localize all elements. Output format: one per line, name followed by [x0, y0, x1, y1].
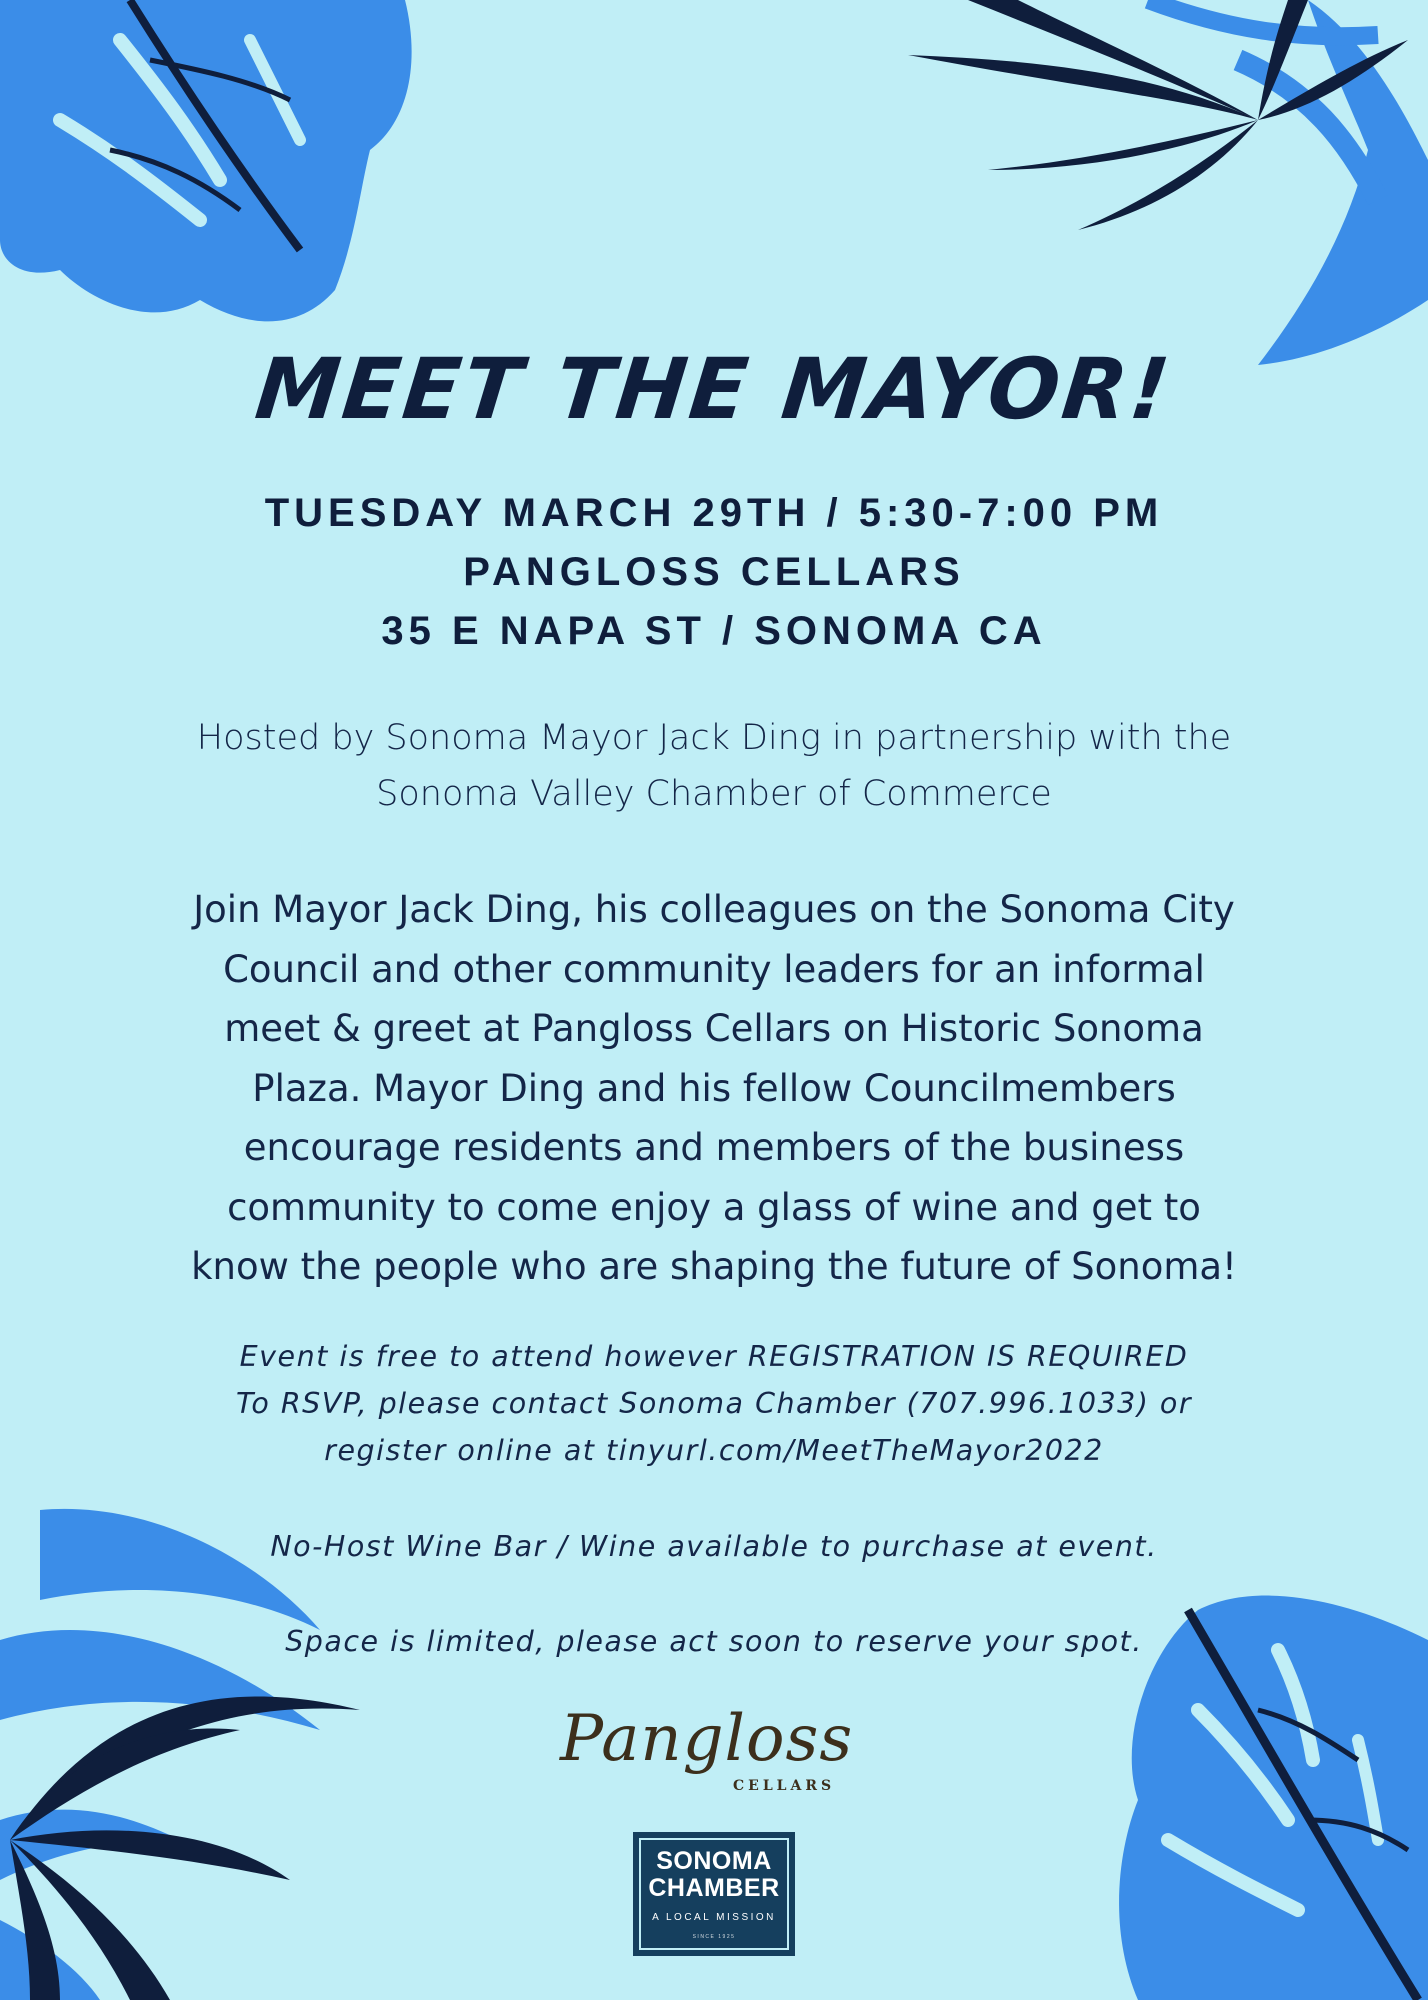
space-note: Space is limited, please act soon to reserve your spot. [285, 1625, 1143, 1658]
event-description [0, 880, 1428, 1297]
chamber-line-1: SONOMA [656, 1847, 772, 1875]
event-datetime: TUESDAY MARCH 29TH / 5:30-7:00 PM [264, 491, 1164, 535]
event-details [0, 484, 1428, 661]
page-title: MEET THE MAYOR! [251, 340, 1177, 438]
chamber-since: SINCE 1925 [692, 1934, 736, 1940]
pangloss-script: Pangloss [560, 1702, 854, 1776]
event-venue: PANGLOSS CELLARS [463, 550, 965, 594]
pangloss-sub: CELLARS [733, 1778, 836, 1794]
pangloss-cellars-logo [548, 1690, 878, 1820]
description-line: meet & greet at Pangloss Cellars on Historic Sonoma [224, 1007, 1204, 1050]
chamber-tagline: A LOCAL MISSION [652, 1912, 776, 1923]
rsvp-line: To RSVP, please contact Sonoma Chamber (707.996.1033) or [235, 1387, 1193, 1420]
description-line: Join Mayor Jack Ding, his colleagues on the Sonoma City [193, 888, 1235, 931]
palm-leaf-top-right-icon [908, 0, 1428, 370]
wine-note: No-Host Wine Bar / Wine available to purchase at event. [270, 1530, 1158, 1563]
event-address: 35 E NAPA ST / SONOMA CA [381, 609, 1047, 653]
hosted-line-2: Sonoma Valley Chamber of Commerce [376, 774, 1052, 814]
description-line: Plaza. Mayor Ding and his fellow Councilmembers [252, 1066, 1176, 1110]
rsvp-line: Event is free to attend however REGISTRATION IS REQUIRED [239, 1340, 1189, 1373]
description-line: Council and other community leaders for an informal [223, 947, 1205, 991]
palm-leaf-bottom-left-icon [0, 1500, 380, 2000]
description-line: know the people who are shaping the future of Sonoma! [191, 1245, 1237, 1288]
description-line: encourage residents and members of the business [243, 1126, 1185, 1169]
chamber-line-2: CHAMBER [648, 1874, 780, 1902]
hosted-line-1: Hosted by Sonoma Mayor Jack Ding in partnership with the [196, 718, 1232, 758]
description-line: community to come enjoy a glass of wine and get to [227, 1185, 1201, 1229]
sonoma-chamber-logo [633, 1832, 795, 1956]
hosted-by [0, 710, 1428, 822]
rsvp-info [0, 1333, 1428, 1474]
monstera-leaf-top-left-icon [0, 0, 420, 340]
rsvp-link-line[interactable]: register online at tinyurl.com/MeetTheMayor2022 [324, 1434, 1104, 1467]
